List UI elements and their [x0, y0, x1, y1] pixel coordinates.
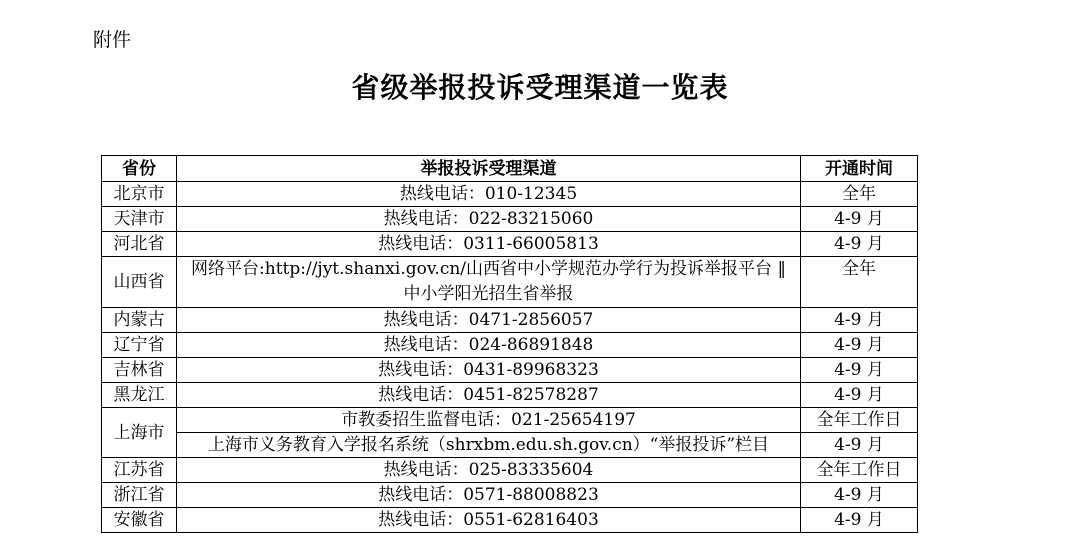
channel-cell: 热线电话：0451-82578287 [177, 383, 801, 408]
table-row [102, 483, 918, 508]
time-cell: 4-9 月 [801, 483, 918, 508]
time-cell: 全年 [801, 182, 918, 207]
province-cell: 山西省 [102, 257, 177, 308]
channel-cell: 市教委招生监督电话：021-25654197 [177, 408, 801, 433]
time-cell: 4-9 月 [801, 358, 918, 383]
province-cell: 辽宁省 [102, 333, 177, 358]
time-cell: 4-9 月 [801, 383, 918, 408]
table-row [102, 383, 918, 408]
channel-cell: 热线电话：0311-66005813 [177, 232, 801, 257]
table-row [102, 182, 918, 207]
channel-cell: 上海市义务教育入学报名系统（shrxbm.edu.sh.gov.cn）“举报投诉”栏目 [177, 433, 801, 458]
table-row [102, 232, 918, 257]
province-cell: 吉林省 [102, 358, 177, 383]
time-cell: 全年工作日 [801, 408, 918, 433]
channel-cell: 热线电话：010-12345 [177, 182, 801, 207]
time-cell: 4-9 月 [801, 207, 918, 232]
table-row [102, 207, 918, 232]
province-cell: 浙江省 [102, 483, 177, 508]
province-cell: 北京市 [102, 182, 177, 207]
channel-cell: 热线电话：025-83335604 [177, 458, 801, 483]
table-row [102, 308, 918, 333]
table-header-row [102, 156, 918, 182]
header-province: 省份 [102, 156, 177, 182]
channel-cell: 热线电话：0551-62816403 [177, 508, 801, 533]
time-cell: 4-9 月 [801, 308, 918, 333]
time-cell: 4-9 月 [801, 333, 918, 358]
time-cell: 全年工作日 [801, 458, 918, 483]
province-cell: 黑龙江 [102, 383, 177, 408]
channel-cell: 热线电话：0571-88008823 [177, 483, 801, 508]
channel-cell: 热线电话：0431-89968323 [177, 358, 801, 383]
time-cell: 4-9 月 [801, 508, 918, 533]
province-cell: 内蒙古 [102, 308, 177, 333]
table-row [102, 358, 918, 383]
table-row [102, 458, 918, 483]
table-row [102, 257, 918, 308]
province-cell: 安徽省 [102, 508, 177, 533]
channel-cell: 热线电话：022-83215060 [177, 207, 801, 232]
channel-cell: 热线电话：0471-2856057 [177, 308, 801, 333]
table-row [102, 508, 918, 533]
time-cell: 4-9 月 [801, 433, 918, 458]
province-cell: 上海市 [102, 408, 177, 458]
table-row [102, 333, 918, 358]
table-row [102, 408, 918, 433]
time-cell: 全年 [801, 257, 918, 308]
header-time: 开通时间 [801, 156, 918, 182]
province-cell: 江苏省 [102, 458, 177, 483]
document-title: 省级举报投诉受理渠道一览表 [351, 71, 729, 104]
time-cell: 4-9 月 [801, 232, 918, 257]
header-channel: 举报投诉受理渠道 [177, 156, 801, 182]
province-cell: 河北省 [102, 232, 177, 257]
channel-cell: 热线电话：024-86891848 [177, 333, 801, 358]
attachment-label: 附件 [93, 29, 132, 51]
complaint-channels-table [101, 155, 918, 533]
table-row [102, 433, 918, 458]
channel-cell: 网络平台:http://jyt.shanxi.gov.cn/山西省中小学规范办学行为投诉举报平台 ‖ 中小学阳光招生省举报 [177, 257, 801, 308]
province-cell: 天津市 [102, 207, 177, 232]
